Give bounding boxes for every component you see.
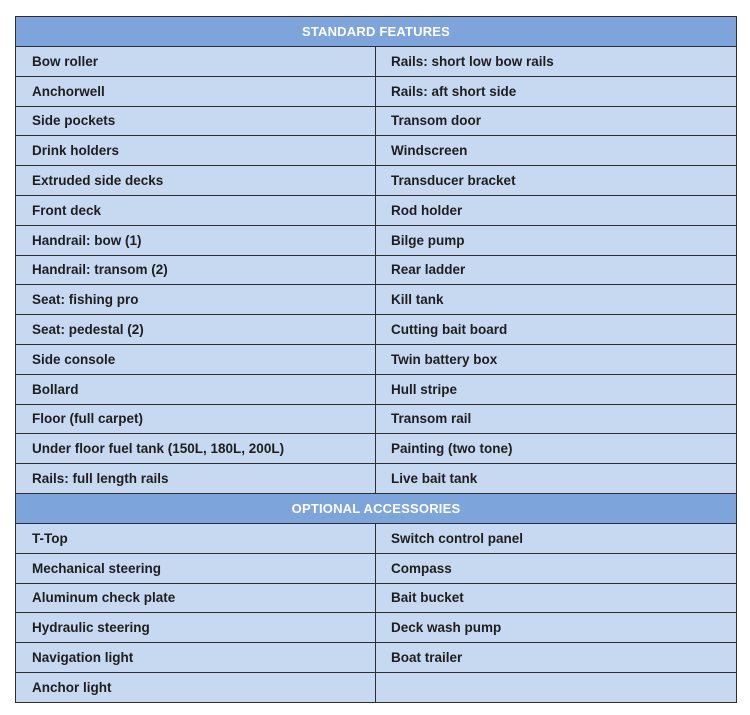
standard-feature-item: Rear ladder (376, 256, 737, 286)
standard-feature-row (16, 434, 737, 464)
standard-feature-item: Side console (16, 345, 376, 375)
standard-feature-row (16, 345, 737, 375)
standard-feature-item: Floor (full carpet) (16, 405, 376, 435)
optional-accessory-item: Mechanical steering (16, 554, 376, 584)
standard-features-header: STANDARD FEATURES (16, 17, 737, 47)
standard-feature-item: Kill tank (376, 285, 737, 315)
optional-accessory-item: Hydraulic steering (16, 613, 376, 643)
standard-feature-item: Rails: aft short side (376, 77, 737, 107)
standard-feature-item: Drink holders (16, 136, 376, 166)
standard-feature-item: Handrail: transom (2) (16, 256, 376, 286)
standard-feature-item: Painting (two tone) (376, 434, 737, 464)
standard-feature-item: Rails: short low bow rails (376, 47, 737, 77)
standard-feature-item: Bilge pump (376, 226, 737, 256)
standard-feature-item: Twin battery box (376, 345, 737, 375)
standard-feature-item: Seat: fishing pro (16, 285, 376, 315)
optional-accessory-item: Boat trailer (376, 643, 737, 673)
standard-feature-row (16, 226, 737, 256)
optional-accessory-row (16, 584, 737, 614)
standard-feature-row (16, 196, 737, 226)
optional-accessory-item: Aluminum check plate (16, 584, 376, 614)
standard-feature-row (16, 256, 737, 286)
standard-feature-row (16, 464, 737, 494)
standard-feature-item: Front deck (16, 196, 376, 226)
standard-feature-row (16, 375, 737, 405)
optional-accessory-row (16, 554, 737, 584)
standard-feature-row (16, 136, 737, 166)
optional-accessory-row (16, 643, 737, 673)
standard-feature-row (16, 285, 737, 315)
standard-features-rows (16, 47, 737, 494)
standard-feature-row (16, 315, 737, 345)
optional-accessory-row (16, 613, 737, 643)
standard-feature-item: Windscreen (376, 136, 737, 166)
optional-accessory-item: Switch control panel (376, 524, 737, 554)
standard-feature-item: Anchorwell (16, 77, 376, 107)
features-table (15, 16, 737, 703)
standard-feature-item: Transom rail (376, 405, 737, 435)
optional-accessories-rows (16, 524, 737, 703)
optional-accessory-item: Deck wash pump (376, 613, 737, 643)
standard-feature-item: Extruded side decks (16, 166, 376, 196)
standard-feature-row (16, 405, 737, 435)
standard-feature-item: Transducer bracket (376, 166, 737, 196)
standard-feature-item: Handrail: bow (1) (16, 226, 376, 256)
standard-feature-item: Hull stripe (376, 375, 737, 405)
standard-feature-row (16, 166, 737, 196)
optional-accessory-row (16, 673, 737, 703)
standard-feature-row (16, 47, 737, 77)
standard-feature-item: Rails: full length rails (16, 464, 376, 494)
standard-feature-item: Side pockets (16, 107, 376, 137)
standard-feature-item: Cutting bait board (376, 315, 737, 345)
standard-feature-item: Under floor fuel tank (150L, 180L, 200L) (16, 434, 376, 464)
standard-feature-item: Transom door (376, 107, 737, 137)
optional-accessory-item: T-Top (16, 524, 376, 554)
standard-feature-item: Bollard (16, 375, 376, 405)
standard-feature-item: Rod holder (376, 196, 737, 226)
standard-feature-item: Live bait tank (376, 464, 737, 494)
standard-feature-item: Seat: pedestal (2) (16, 315, 376, 345)
optional-accessory-item: Compass (376, 554, 737, 584)
optional-accessory-item (376, 673, 737, 703)
optional-accessory-item: Anchor light (16, 673, 376, 703)
standard-feature-row (16, 77, 737, 107)
optional-accessory-row (16, 524, 737, 554)
standard-feature-row (16, 107, 737, 137)
standard-feature-item: Bow roller (16, 47, 376, 77)
optional-accessory-item: Navigation light (16, 643, 376, 673)
optional-accessory-item: Bait bucket (376, 584, 737, 614)
optional-accessories-header: OPTIONAL ACCESSORIES (16, 494, 737, 524)
